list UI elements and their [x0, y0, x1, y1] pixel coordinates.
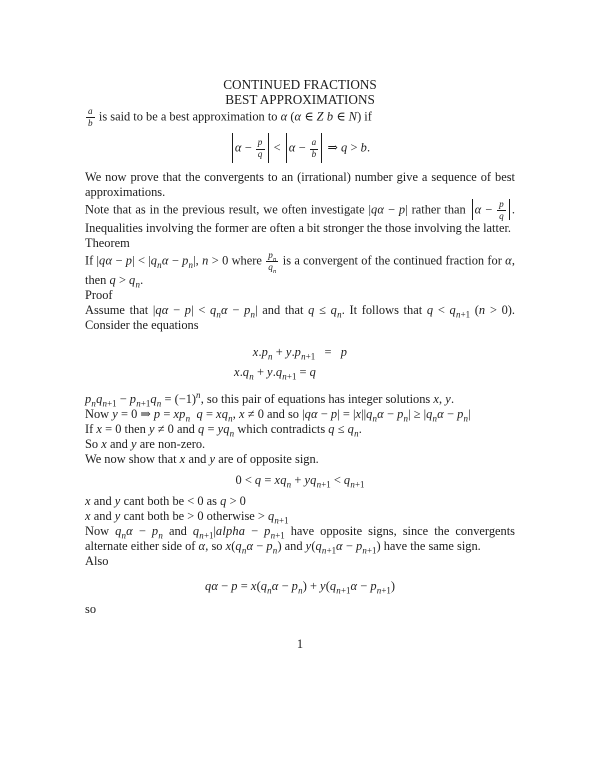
heading-proof: Proof: [85, 287, 113, 302]
equation-system-line-2: $x.q_n + y.q_{n+1} = q$: [233, 364, 316, 381]
paragraph-note-inequalities: Note that as in the previous result, we often investigate |qα − p| rather than α − $\frac{p}{q}$ . Inequalities involving the former are often a bit stronger the those involving the latter.: [85, 199, 515, 236]
equation-combined: $q\alpha - p = x(q_n\alpha - p_n) + y(q_{n+1}\alpha - p_{n+1})$: [204, 578, 396, 595]
paragraph-cant-both-positive: x and y cant both be > 0 otherwise > $q_{n+1}$: [85, 508, 289, 525]
equation-q-bound: $0 < q = xq_n + yq_{n+1} < q_{n+1}$: [235, 472, 365, 489]
equation-system-line-1: $x.p_n + y.p_{n+1} = p$: [252, 344, 348, 361]
document-title-line-2: BEST APPROXIMATIONS: [225, 92, 375, 107]
equation-best-approximation: α − $\frac{p}{q}$ < α − $\frac{a}{b}$ ⇒ q > b.: [85, 134, 515, 164]
paragraph-case-y-zero: Now y = 0 ⇒ $p = xp_n$ $q = xq_n$, x ≠ 0 and so $|q\alpha - p| = |x||q_n\alpha - p_n| \ge |q_n\alpha - p_n|$: [85, 406, 471, 423]
paragraph-case-x-zero: If x = 0 then y ≠ 0 and $q = yq_n$ which contradicts $q \le q_n$.: [85, 421, 362, 438]
heading-theorem: Theorem: [85, 236, 130, 251]
paragraph-cant-both-negative: x and y cant both be < 0 as q > 0: [85, 493, 246, 508]
heading-also: Also: [85, 553, 109, 568]
page-number: 1: [296, 636, 304, 651]
paragraph-determinant: $p_nq_{n+1} - p_{n+1}q_n = (-1)^n$, so this pair of equations has integer solutions x, y.: [85, 389, 455, 408]
document-title-line-1: CONTINUED FRACTIONS: [223, 77, 377, 92]
paragraph-nonzero: So x and y are non-zero.: [85, 436, 206, 451]
equation-system: [85, 342, 515, 382]
paragraph-definition: $\frac{a}{b}$ is said to be a best approximation to α (α ∈ Z b ∈ N) if: [88, 106, 372, 128]
paragraph-prove-convergents: We now prove that the convergents to an (irrational) number give a sequence of best approximations.: [85, 170, 515, 199]
paragraph-theorem-statement: If $|q\alpha - p| < |q_n\alpha - p_n|$, n > 0 where $\frac{p_n}{q_n}$ is a convergent of the continued fraction for α, then $q > q_n$.: [85, 250, 515, 289]
heading-so: so: [85, 601, 97, 616]
paragraph-opposite-signs-convergents: Now $q_n\alpha - p_n$ and $q_{n+1}|alpha - p_{n+1}$ have opposite signs, since the convergents alternate either side of α, so $x(q_n\alpha - p_n)$ and $y(q_{n+1}\alpha - p_{n+1})$ have the same sign.: [85, 523, 515, 555]
paragraph-opposite-sign: We now show that x and y are of opposite sign.: [85, 451, 319, 466]
paragraph-assume: Assume that $|q\alpha - p| < q_n\alpha - p_n|$ and that $q \le q_n$. It follows that $q < q_{n+1}$ (n > 0). Consider the equations: [85, 302, 516, 332]
